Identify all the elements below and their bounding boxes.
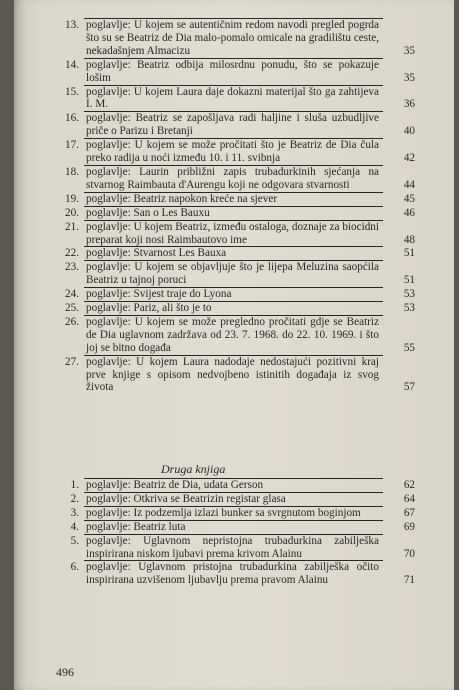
- chapter-title: poglavlje: Uglavnom nepristojna trubadurkina zabilješka inspirirana niskom ljubavi prema krivom Alainu: [86, 534, 379, 560]
- toc-entry: [34, 247, 419, 260]
- page-reference: 46: [403, 206, 415, 219]
- page-reference: 71: [403, 574, 415, 587]
- chapter-title: poglavlje: Pariz, ali što je to: [86, 302, 212, 315]
- page-reference: 44: [403, 178, 415, 191]
- table-of-contents-book-one: [34, 18, 419, 394]
- chapter-title: poglavlje: Stvarnost Les Bauxa: [86, 247, 227, 260]
- toc-entry: [34, 139, 419, 165]
- toc-entry: [34, 288, 419, 301]
- page-reference: 35: [403, 71, 415, 84]
- page-reference: 35: [403, 44, 415, 57]
- chapter-number: 13.: [65, 19, 79, 31]
- page-reference: 62: [403, 479, 415, 491]
- page-reference: 64: [403, 492, 415, 505]
- toc-entry: [34, 193, 419, 206]
- page-reference: 40: [403, 125, 415, 138]
- page-number: 496: [56, 665, 74, 679]
- chapter-title: poglavlje: Beatriz napokon kreće na sjever: [86, 192, 278, 205]
- page-reference: 42: [403, 152, 415, 165]
- toc-entry: [34, 261, 419, 287]
- chapter-title: poglavlje: U kojem Laura daje dokazni materijal što ga zahtijeva I. M.: [86, 85, 379, 111]
- page-reference: 51: [403, 247, 415, 260]
- table-of-contents-book-two: [34, 478, 419, 587]
- chapter-number: 19.: [65, 192, 79, 205]
- page-reference: 53: [403, 288, 415, 301]
- chapter-title: poglavlje: U kojem Beatriz, između ostaloga, doznaje za biocidni preparat koji nosi Raimbautovo ime: [86, 220, 379, 246]
- chapter-number: 27.: [65, 355, 79, 368]
- chapter-number: 22.: [65, 247, 79, 260]
- page-reference: 36: [403, 98, 415, 111]
- page-reference: 45: [403, 192, 415, 205]
- chapter-title: poglavlje: Iz podzemlja izlazi bunker sa svrgnutom boginjom: [86, 506, 361, 519]
- page-reference: 67: [403, 506, 415, 519]
- chapter-title: poglavlje: U kojem se može pregledno pročitati gdje se Beatriz de Dia uglavnom zadržava od 23. 7. 1968. do 22. 10. 1969. i što joj se bitno događa: [86, 315, 379, 354]
- toc-entry: [34, 507, 419, 520]
- toc-entry: [34, 207, 419, 220]
- toc-entry: [34, 302, 419, 315]
- chapter-title: poglavlje: Beatriz luta: [86, 520, 186, 533]
- toc-entry: [34, 166, 419, 192]
- page-reference: 57: [403, 381, 415, 394]
- chapter-number: 26.: [65, 315, 79, 328]
- page-reference: 69: [403, 520, 415, 533]
- toc-entry: [34, 479, 419, 492]
- page-reference: 51: [403, 274, 415, 287]
- chapter-title: poglavlje: Beatriz de Dia, udata Gerson: [86, 479, 264, 491]
- chapter-title: poglavlje: Laurin približni zapis trubadurkinih sjećanja na stvarnog Raimbauta d'Aurengu koji ne odgovara stvarnosti: [86, 165, 379, 191]
- page-reference: 53: [403, 302, 415, 315]
- chapter-number: 14.: [65, 58, 79, 71]
- chapter-title: poglavlje: Uglavnom pristojna trubadurkina zabilješka očito inspirirana uzvišenom ljubavlju prema pravom Alainu: [86, 561, 379, 587]
- page-reference: 48: [403, 233, 415, 246]
- toc-entry: [34, 561, 419, 587]
- book-page: [14, 0, 454, 690]
- chapter-title: poglavlje: San o Les Bauxu: [86, 206, 210, 219]
- toc-entry: [34, 521, 419, 534]
- chapter-title: poglavlje: Otkriva se Beatrizin registar glasa: [86, 492, 286, 505]
- chapter-number: 3.: [70, 506, 79, 519]
- chapter-number: 6.: [70, 561, 79, 574]
- page-reference: 55: [403, 341, 415, 354]
- toc-entry: [34, 59, 419, 85]
- chapter-number: 21.: [65, 220, 79, 233]
- chapter-number: 18.: [65, 165, 79, 178]
- chapter-title: poglavlje: U kojem se može pročitati što je Beatriz de Dia čula preko radija u noći između 10. i 11. svibnja: [86, 139, 379, 165]
- chapter-title: poglavlje: Svijest traje do Lyona: [86, 288, 232, 301]
- toc-entry: [34, 112, 419, 138]
- chapter-title: poglavlje: Beatriz odbija milosrdnu ponudu, što se pokazuje lošim: [86, 58, 379, 84]
- toc-entry: [34, 356, 419, 395]
- toc-entry: [34, 19, 419, 58]
- chapter-title: poglavlje: U kojem Laura nadodaje nedostajući pozitivni kraj prve knjige s opisom nedvojbeno istinitih događaja iz svog života: [86, 355, 379, 394]
- chapter-number: 15.: [65, 85, 79, 98]
- chapter-number: 1.: [70, 479, 79, 491]
- chapter-title: poglavlje: U kojem se objavljuje što je lijepa Meluzina saopćila Beatriz u tajnoj poruci: [86, 261, 379, 287]
- toc-entry: [34, 86, 419, 112]
- toc-entry: [34, 316, 419, 355]
- chapter-number: 16.: [65, 112, 79, 125]
- chapter-title: poglavlje: Beatriz se zapošljava radi haljine i sluša uzbudljive priče o Parizu i Bretanji: [86, 112, 379, 138]
- toc-entry: [34, 493, 419, 506]
- toc-entry: [34, 535, 419, 561]
- page-reference: 70: [403, 547, 415, 560]
- chapter-number: 5.: [70, 534, 79, 547]
- chapter-number: 23.: [65, 261, 79, 274]
- chapter-number: 24.: [65, 288, 79, 301]
- chapter-title: poglavlje: U kojem se autentičnim redom navodi pregled pogrda što su se Beatriz de Dia malo-pomalo omicale na gradilištu ceste, nekadašnjem Almacizu: [86, 19, 379, 57]
- chapter-number: 20.: [65, 206, 79, 219]
- chapter-number: 25.: [65, 302, 79, 315]
- chapter-number: 4.: [70, 520, 79, 533]
- chapter-number: 17.: [65, 139, 79, 152]
- toc-entry: [34, 221, 419, 247]
- section-title-book-two: Druga knjiga: [161, 462, 226, 476]
- chapter-number: 2.: [70, 492, 79, 505]
